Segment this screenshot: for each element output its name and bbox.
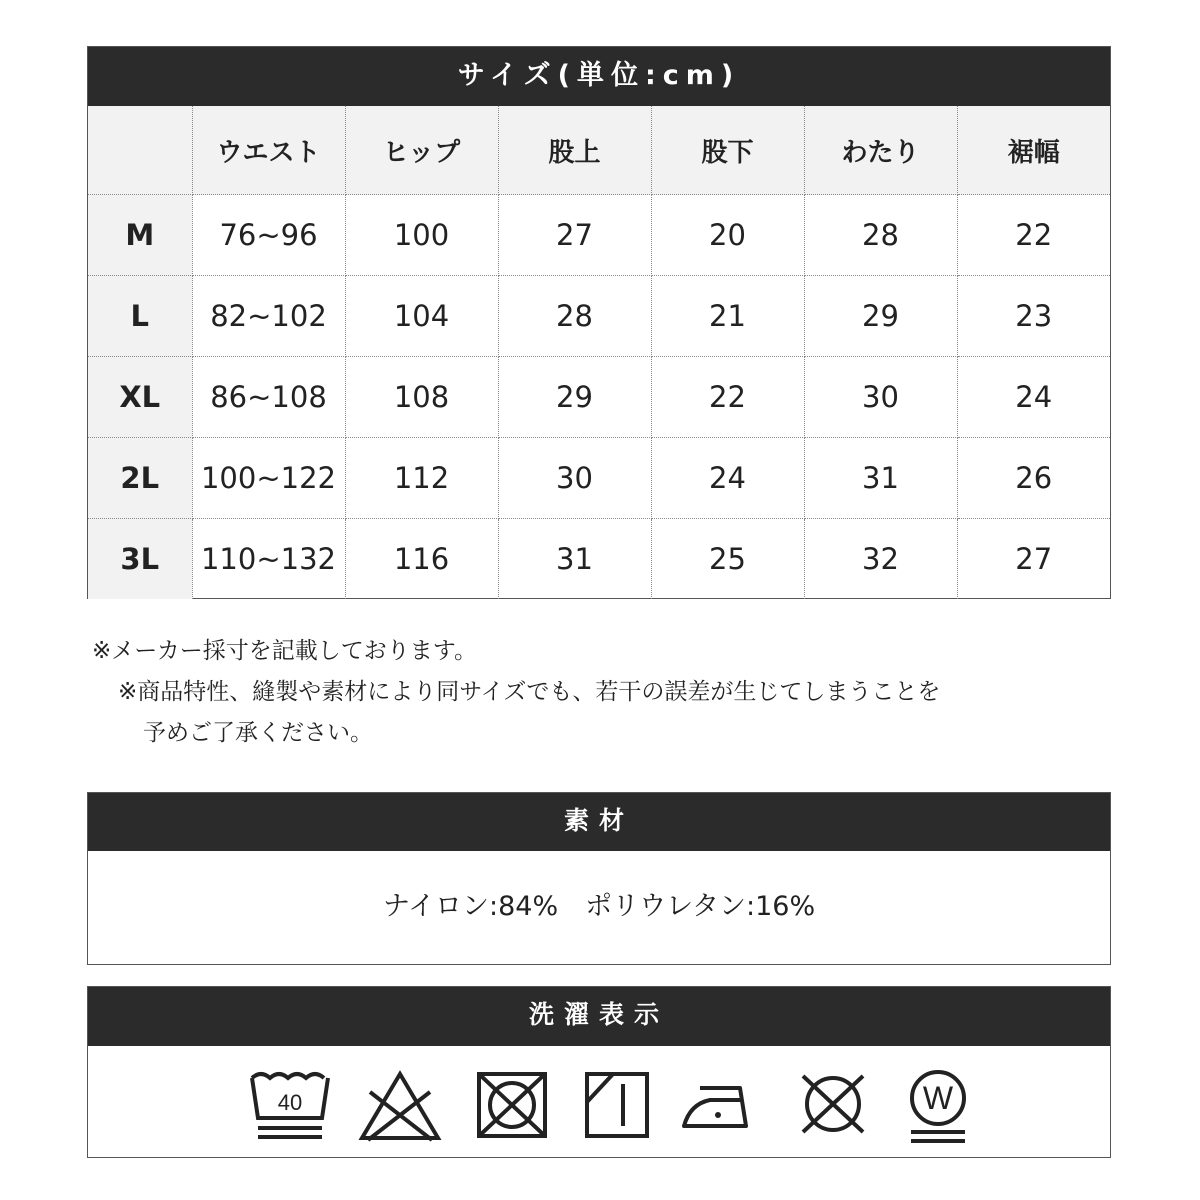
cell-hem-width: 27 [957, 519, 1110, 600]
cell-inseam: 25 [651, 519, 804, 600]
size-label: XL [88, 357, 192, 438]
cell-rise: 29 [498, 357, 651, 438]
size-table-header-row [88, 106, 1110, 195]
cell-hip: 116 [345, 519, 498, 600]
cell-inseam: 24 [651, 438, 804, 519]
cell-thigh: 29 [804, 276, 957, 357]
header-hip: ヒップ [345, 106, 498, 195]
cell-hem-width: 23 [957, 276, 1110, 357]
no-bleach-icon [358, 1070, 442, 1142]
size-label: 2L [88, 438, 192, 519]
cell-inseam: 20 [651, 195, 804, 276]
header-thigh: わたり [804, 106, 957, 195]
size-table-title: サイズ(単位:cm) [88, 47, 1110, 106]
cell-waist: 100~122 [192, 438, 345, 519]
cell-waist: 86~108 [192, 357, 345, 438]
wash-40-icon [248, 1070, 332, 1142]
size-label: M [88, 195, 192, 276]
table-row [88, 276, 1110, 357]
cell-hem-width: 24 [957, 357, 1110, 438]
cell-inseam: 21 [651, 276, 804, 357]
cell-waist: 110~132 [192, 519, 345, 600]
cell-rise: 30 [498, 438, 651, 519]
material-title: 素材 [88, 793, 1110, 851]
no-dry-clean-icon [793, 1070, 873, 1142]
material-section [87, 792, 1111, 965]
cell-rise: 27 [498, 195, 651, 276]
cell-hem-width: 26 [957, 438, 1110, 519]
header-hem-width: 裾幅 [957, 106, 1110, 195]
cell-rise: 31 [498, 519, 651, 600]
size-label: L [88, 276, 192, 357]
wet-clean-letter: W [922, 1080, 954, 1116]
care-section [87, 986, 1111, 1158]
care-title: 洗濯表示 [88, 987, 1110, 1046]
header-rise: 股上 [498, 106, 651, 195]
cell-hip: 100 [345, 195, 498, 276]
table-row [88, 438, 1110, 519]
cell-thigh: 32 [804, 519, 957, 600]
header-inseam: 股下 [651, 106, 804, 195]
header-waist: ウエスト [192, 106, 345, 195]
cell-thigh: 31 [804, 438, 957, 519]
cell-hip: 104 [345, 276, 498, 357]
iron-low-icon [680, 1070, 764, 1142]
cell-thigh: 30 [804, 357, 957, 438]
no-tumble-dry-icon [473, 1070, 553, 1142]
cell-hip: 112 [345, 438, 498, 519]
table-row [88, 519, 1110, 600]
wet-clean-gentle-icon [903, 1070, 973, 1146]
note-measurement: ※メーカー採寸を記載しております。 [92, 638, 477, 664]
cell-hem-width: 22 [957, 195, 1110, 276]
size-table-section [87, 46, 1111, 599]
wash-temperature: 40 [277, 1090, 303, 1115]
note-variance: ※商品特性、縫製や素材により同サイズでも、若干の誤差が生じてしまうことを [118, 679, 941, 705]
cell-waist: 82~102 [192, 276, 345, 357]
header-corner [88, 106, 192, 195]
cell-hip: 108 [345, 357, 498, 438]
cell-rise: 28 [498, 276, 651, 357]
table-row [88, 195, 1110, 276]
cell-inseam: 22 [651, 357, 804, 438]
table-row [88, 357, 1110, 438]
care-icons [88, 1046, 1110, 1157]
size-label: 3L [88, 519, 192, 600]
line-dry-shade-icon [583, 1070, 653, 1142]
cell-waist: 76~96 [192, 195, 345, 276]
note-apology: 予めご了承ください。 [143, 720, 373, 746]
size-table [88, 106, 1110, 599]
material-composition: ナイロン:84% ポリウレタン:16% [382, 891, 816, 922]
cell-thigh: 28 [804, 195, 957, 276]
